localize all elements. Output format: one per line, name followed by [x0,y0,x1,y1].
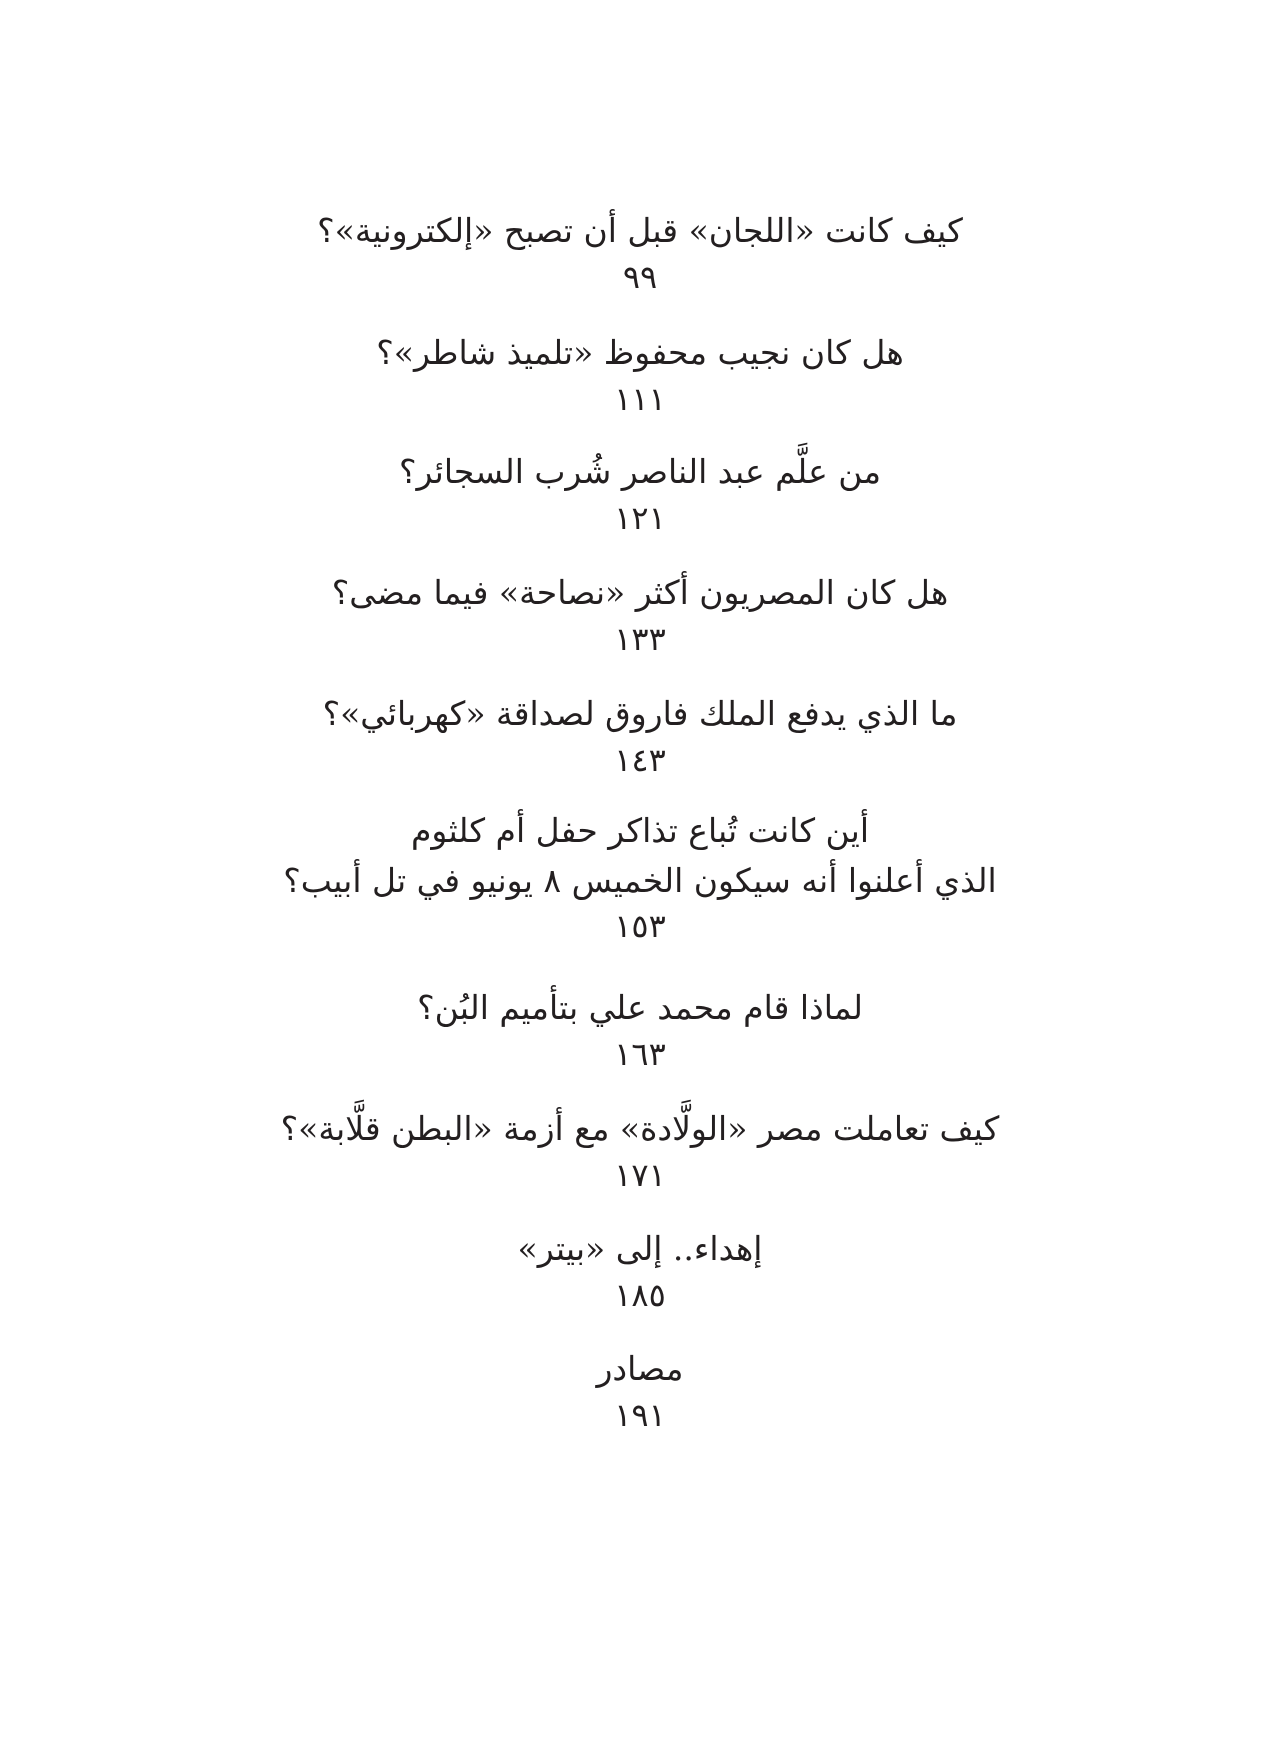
entry-title: من علَّم عبد الناصر شُرب السجائر؟ [398,452,882,491]
entry-title-line-2: الذي أعلنوا أنه سيكون الخميس ٨ يونيو في تل أبيب؟ [283,861,997,900]
toc-entry [0,446,1280,544]
entry-title: كيف تعاملت مصر «الولَّادة» مع أزمة «البطن قلَّابة»؟ [280,1109,1000,1148]
entry-page-number: ١٣٣ [614,620,666,658]
entry-title: إهداء.. إلى «بيتر» [517,1229,763,1268]
entry-page-number: ١٩١ [614,1396,666,1434]
toc-entry [0,1343,1280,1441]
entry-title: كيف كانت «اللجان» قبل أن تصبح «إلكترونية»؟ [317,211,963,250]
toc-entry [0,567,1280,665]
toc-entry [0,1223,1280,1321]
entry-page-number: ١٥٣ [614,907,666,945]
entry-page-number: ١٧١ [614,1156,666,1194]
entry-title: هل كان نجيب محفوظ «تلميذ شاطر»؟ [376,333,904,372]
toc-entry [0,1103,1280,1201]
toc-entry [0,688,1280,786]
entry-title: مصادر [596,1349,684,1388]
entry-page-number: ١٤٣ [614,741,666,779]
entry-page-number: ١٦٣ [614,1035,666,1073]
toc-entry [0,205,1280,303]
toc-entry [0,982,1280,1080]
entry-page-number: ١١١ [614,380,666,418]
entry-page-number: ١٨٥ [614,1276,666,1314]
entry-title: لماذا قام محمد علي بتأميم البُن؟ [417,988,863,1027]
entry-title: ما الذي يدفع الملك فاروق لصداقة «كهربائي»؟ [322,694,958,733]
entry-title: هل كان المصريون أكثر «نصاحة» فيما مضى؟ [331,573,949,612]
entry-title: أين كانت تُباع تذاكر حفل أم كلثوم [410,811,869,850]
entry-page-number: ١٢١ [614,499,666,537]
entry-page-number: ٩٩ [622,258,658,296]
toc-entry [0,327,1280,425]
toc-entry [0,806,1280,952]
